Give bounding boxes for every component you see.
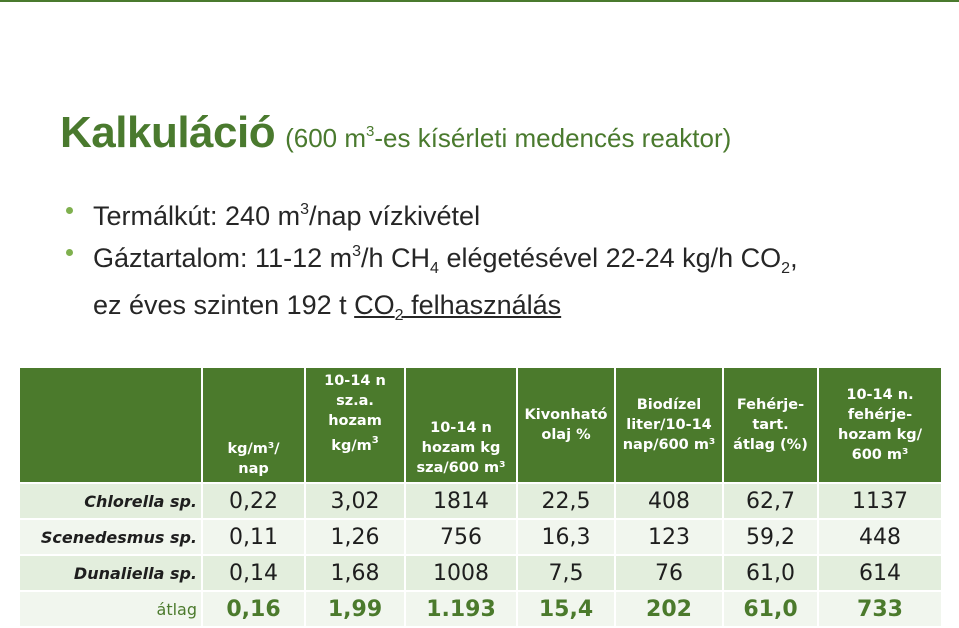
table-cell: 62,7 xyxy=(723,483,818,519)
top-accent-line xyxy=(0,0,959,2)
table-cell: 0,16 xyxy=(202,591,305,627)
bullet-item-continuation: ez éves szinten 192 t $CO_2$ felhasználás xyxy=(93,290,562,324)
table-cell: 22,5 xyxy=(517,483,615,519)
row-label: Scenedesmus sp. xyxy=(19,519,202,555)
header-cell-empty xyxy=(19,367,202,483)
table-cell: 1,68 xyxy=(305,555,405,591)
table-row xyxy=(19,519,942,555)
table-cell: 733 xyxy=(818,591,942,627)
table-cell: 1137 xyxy=(818,483,942,519)
calculation-table xyxy=(18,366,943,628)
table-cell: 0,11 xyxy=(202,519,305,555)
table-cell: 1008 xyxy=(405,555,517,591)
table-cell: 16,3 xyxy=(517,519,615,555)
bullet-list xyxy=(66,192,798,334)
table-header-row xyxy=(19,367,942,483)
table-cell: 76 xyxy=(615,555,723,591)
table-cell: 408 xyxy=(615,483,723,519)
table-cell: 0,22 xyxy=(202,483,305,519)
table-row-average xyxy=(19,591,942,627)
table-row xyxy=(19,555,942,591)
title-main: Kalkuláció xyxy=(60,108,276,157)
header-cell-protein-yield: 10-14 n. fehérje-hozam kg/ 600 m³ xyxy=(818,367,942,483)
title-subtitle: (600 $m^3-es$ kísérleti medencés reaktor) xyxy=(285,123,732,153)
table-cell: 1,26 xyxy=(305,519,405,555)
header-cell-oil: Kivonható olaj % xyxy=(517,367,615,483)
table-row xyxy=(19,483,942,519)
bullet-dot-icon xyxy=(66,207,73,214)
bullet-item-thermal-well: Termálkút: 240 $m^3$/nap vízkivétel xyxy=(66,192,798,234)
header-cell-productivity: kg/m³/ nap xyxy=(202,367,305,483)
header-cell-dry-yield: 10-14 n sz.a. hozam $kg/m^3$ xyxy=(305,367,405,483)
header-cell-protein: Fehérje-tart. átlag (%) xyxy=(723,367,818,483)
row-label-average: átlag xyxy=(19,591,202,627)
table-cell: 202 xyxy=(615,591,723,627)
header-cell-yield-600: 10-14 n hozam kg sza/600 m³ xyxy=(405,367,517,483)
table-cell: 614 xyxy=(818,555,942,591)
row-label: Chlorella sp. xyxy=(19,483,202,519)
table-cell: 61,0 xyxy=(723,555,818,591)
table-cell: 59,2 xyxy=(723,519,818,555)
table-cell: 15,4 xyxy=(517,591,615,627)
table-cell: 756 xyxy=(405,519,517,555)
table-cell: 1.193 xyxy=(405,591,517,627)
table-cell: 61,0 xyxy=(723,591,818,627)
table-cell: 7,5 xyxy=(517,555,615,591)
table-cell: 123 xyxy=(615,519,723,555)
row-label: Dunaliella sp. xyxy=(19,555,202,591)
table-cell: 3,02 xyxy=(305,483,405,519)
page-title xyxy=(60,108,731,158)
bullet-dot-icon xyxy=(66,249,73,256)
header-cell-biodiesel: Biodízel liter/10-14 nap/600 m³ xyxy=(615,367,723,483)
bullet-item-gas-content: Gáztartalom: 11-12 $m^3/h$ $CH_4$ elégetésével 22-24 kg/h $CO_2$, xyxy=(66,234,798,287)
table-cell: 0,14 xyxy=(202,555,305,591)
table-cell: 448 xyxy=(818,519,942,555)
table-cell: 1814 xyxy=(405,483,517,519)
table-cell: 1,99 xyxy=(305,591,405,627)
